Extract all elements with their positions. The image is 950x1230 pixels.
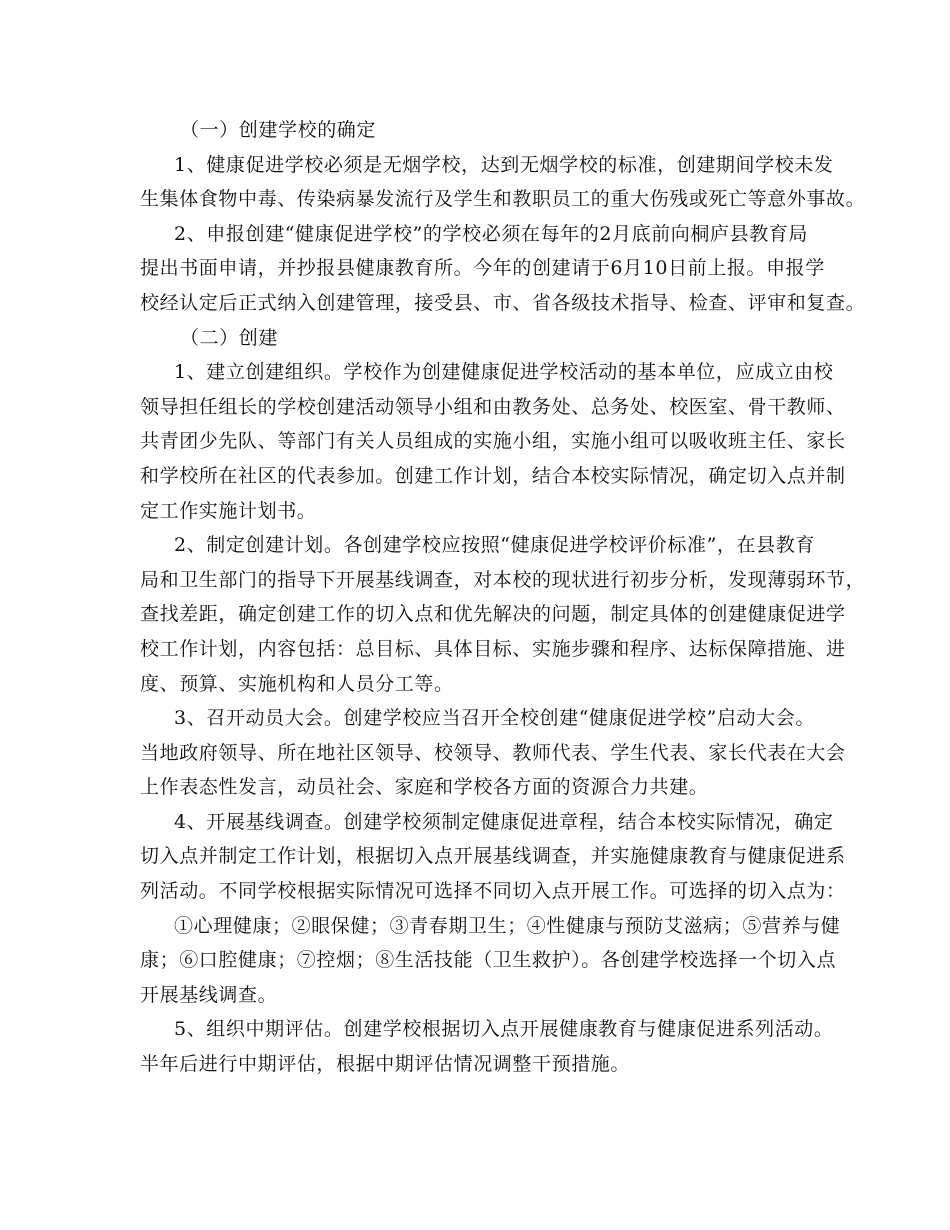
document-body	[140, 113, 866, 1082]
section-heading: （二）创建	[180, 326, 279, 349]
paragraph-line: 4、开展基线调查。创建学校须制定健康促进章程，结合本校实际情况，确定	[174, 810, 834, 833]
paragraph-line: 提出书面申请，并抄报县健康教育所。今年的创建请于6月10日前上报。申报学	[140, 257, 825, 280]
paragraph-line: 领导担任组长的学校创建活动领导小组和由教务处、总务处、校医室、骨干教师、	[140, 395, 846, 418]
paragraph-line: 5、组织中期评估。创建学校根据切入点开展健康教育与健康促进系列活动。	[174, 1018, 834, 1041]
section-heading: （一）创建学校的确定	[180, 119, 377, 141]
paragraph-line: 校工作计划，内容包括：总目标、具体目标、实施步骤和程序、达标保障措施、进	[140, 637, 846, 660]
paragraph-line: 1、建立创建组织。学校作为创建健康促进学校活动的基本单位，应成立由校	[174, 361, 834, 384]
paragraph-line: 列活动。不同学校根据实际情况可选择不同切入点开展工作。可选择的切入点为：	[140, 880, 846, 903]
paragraph-line: 开展基线调查。	[140, 983, 278, 1006]
paragraph-line: 2、申报创建“健康促进学校”的学校必须在每年的2月底前向桐庐县教育局	[174, 222, 809, 245]
paragraph-line: 半年后进行中期评估，根据中期评估情况调整干预措施。	[140, 1053, 631, 1076]
paragraph-line: 查找差距，确定创建工作的切入点和优先解决的问题，制定具体的创建健康促进学	[140, 603, 846, 626]
paragraph-line: 2、制定创建计划。各创建学校应按照“健康促进学校评价标准”，在县教育	[174, 534, 815, 557]
paragraph-line: 生集体食物中毒、传染病暴发流行及学生和教职员工的重大伤残或死亡等意外事故。	[140, 188, 866, 211]
paragraph-line: 切入点并制定工作计划，根据切入点开展基线调查，并实施健康教育与健康促进系	[140, 845, 846, 868]
paragraph-line: 局和卫生部门的指导下开展基线调查，对本校的现状进行初步分析，发现薄弱环节，	[140, 568, 866, 591]
paragraph-line: ①心理健康；②眼保健；③青春期卫生；④性健康与预防艾滋病；⑤营养与健	[174, 914, 841, 937]
paragraph-line: 度、预算、实施机构和人员分工等。	[140, 672, 454, 695]
paragraph-line: 定工作实施计划书。	[140, 499, 317, 522]
paragraph-line: 上作表态性发言，动员社会、家庭和学校各方面的资源合力共建。	[140, 776, 709, 799]
paragraph-line: 当地政府领导、所在地社区领导、校领导、教师代表、学生代表、家长代表在大会	[140, 741, 846, 764]
paragraph-line: 共青团少先队、等部门有关人员组成的实施小组，实施小组可以吸收班主任、家长	[140, 430, 846, 453]
paragraph-line: 康；⑥口腔健康；⑦控烟；⑧生活技能（卫生救护）。各创建学校选择一个切入点	[140, 949, 837, 972]
paragraph-line: 3、召开动员大会。创建学校应当召开全校创建“健康促进学校”启动大会。	[174, 707, 815, 730]
paragraph-line: 1、健康促进学校必须是无烟学校，达到无烟学校的标准，创建期间学校未发	[174, 153, 834, 176]
paragraph-line: 校经认定后正式纳入创建管理，接受县、市、省各级技术指导、检查、评审和复查。	[140, 291, 866, 314]
paragraph-line: 和学校所在社区的代表参加。创建工作计划，结合本校实际情况，确定切入点并制	[140, 464, 846, 487]
